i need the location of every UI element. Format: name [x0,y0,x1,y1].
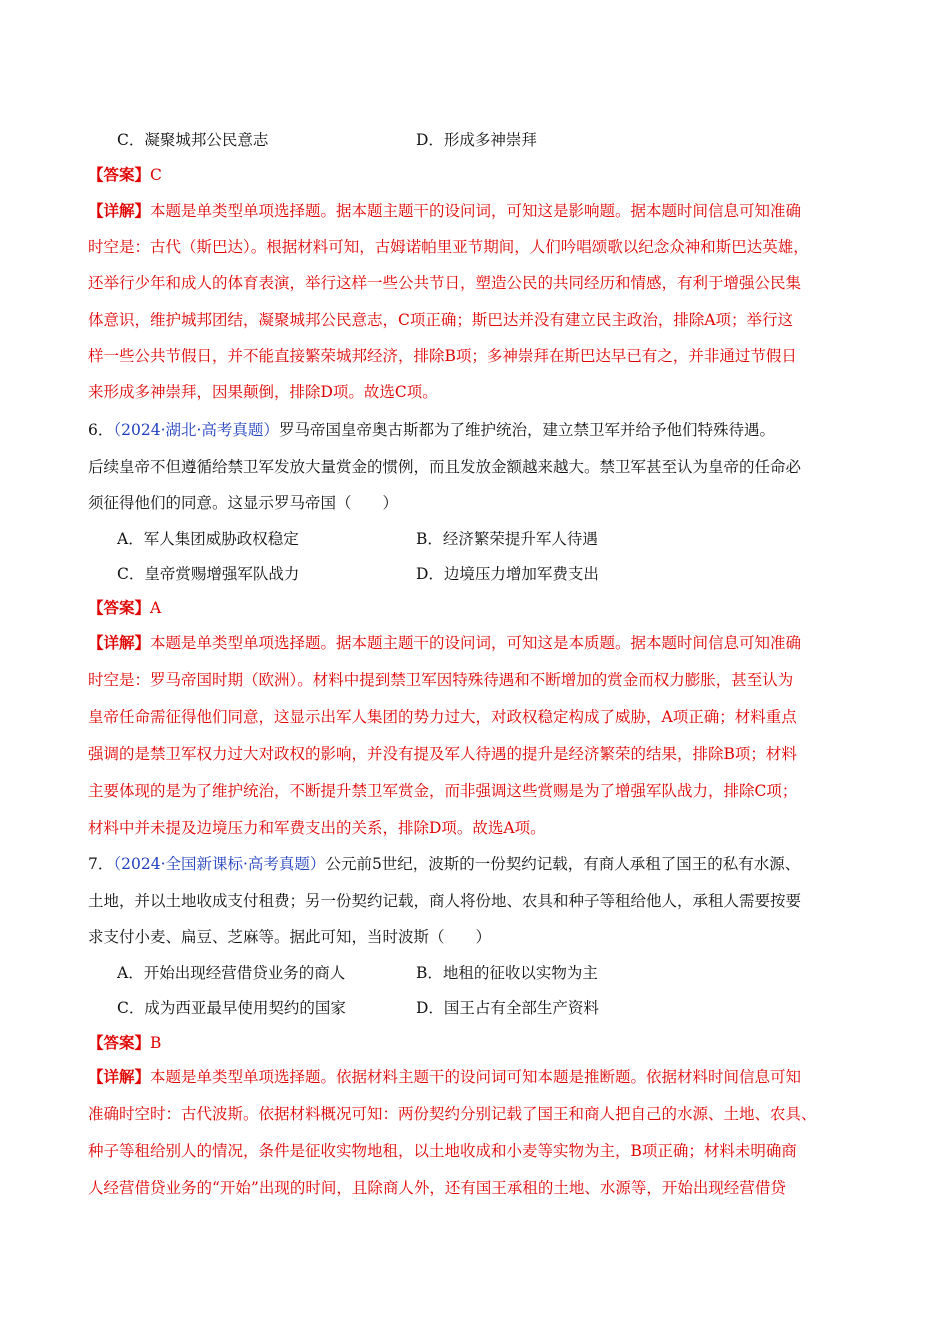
q6-detail-line: 皇帝任命需征得他们同意，这显示出军人集团的势力过大，对政权稳定构成了威胁，A项正确；材料重点 [88,708,797,726]
prev-answer [88,163,162,185]
q7-option-c: C．成为西亚最早使用契约的国家 [117,999,346,1017]
prev-detail-line: 【详解】本题是单类型单项选择题。据本题主题干的设问词，可知这是影响题。据本题时间信息可知准确 [88,201,802,220]
q7-option-b: B．地租的征收以实物为主 [416,964,598,982]
q6-stem-line: 后续皇帝不但遵循给禁卫军发放大量赏金的惯例，而且发放金额越来越大。禁卫军甚至认为皇帝的任命必 [88,458,802,476]
question-source: （2024·湖北·高考真题） [113,421,279,439]
q6-detail-line: 材料中并未提及边境压力和军费支出的关系，排除D项。故选A项。 [88,819,546,837]
prev-detail-line: 时空是：古代（斯巴达）。根据材料可知，古姆诺帕里亚节期间，人们吟唱颂歌以纪念众神和斯巴达英雄， [88,238,809,256]
q7-detail-line: 人经营借贷业务的“开始”出现的时间，且除商人外，还有国王承租的土地、水源等，开始出现经营借贷 [88,1179,786,1197]
q7-option-a: A．开始出现经营借贷业务的商人 [117,964,346,982]
answer-label: 【答案】 [88,165,151,184]
answer-value: C [150,166,162,184]
prev-option-c: C．凝聚城邦公民意志 [117,131,269,149]
q6-option-b: B．经济繁荣提升军人待遇 [416,530,598,548]
answer-value: B [150,1034,162,1052]
detail-label: 【详解】 [88,1067,151,1086]
detail-label: 【详解】 [88,201,151,220]
q6-stem-line: 须征得他们的同意。这显示罗马帝国（ ） [88,494,399,512]
q6-answer [88,596,161,618]
q7-stem-line: 求支付小麦、扁豆、芝麻等。据此可知，当时波斯（ ） [88,928,492,946]
question-number: 7． [88,855,114,873]
prev-detail-line: 来形成多神崇拜，因果颠倒，排除D项。故选C项。 [88,383,438,401]
q7-detail-line: 【详解】本题是单类型单项选择题。依据材料主题干的设问词可知本题是推断题。依据材料时间信息可知 [88,1067,802,1086]
detail-label: 【详解】 [88,633,151,652]
prev-detail-line: 样一些公共节假日，并不能直接繁荣城邦经济，排除B项；多神崇拜在斯巴达早已有之，并非通过节假日 [88,347,797,365]
q6-detail-line: 主要体现的是为了维护统治，不断提升禁卫军赏金，而非强调这些赏赐是为了增强军队战力，排除C项； [88,782,798,800]
q7-detail-line: 种子等租给别人的情况，条件是征收实物地租，以土地收成和小麦等实物为主，B项正确；材料未明确商 [88,1142,797,1160]
q7-stem-line: 7．（2024·全国新课标·高考真题）公元前5世纪，波斯的一份契约记载，有商人承租了国王的私有水源、 [88,855,801,873]
answer-value: A [150,599,162,617]
question-number: 6． [88,421,114,439]
prev-option-d: D．形成多神崇拜 [416,131,537,149]
q6-option-c: C．皇帝赏赐增强军队战力 [117,565,300,583]
q6-option-a: A．军人集团威胁政权稳定 [117,530,299,548]
q6-stem-line: 6．（2024·湖北·高考真题）罗马帝国皇帝奥古斯都为了维护统治，建立禁卫军并给予他们特殊待遇。 [88,421,775,439]
q6-detail-line: 时空是：罗马帝国时期（欧洲）。材料中提到禁卫军因特殊待遇和不断增加的赏金而权力膨胀，甚至认为 [88,671,794,689]
question-source: （2024·全国新课标·高考真题） [113,855,326,873]
q7-option-d: D．国王占有全部生产资料 [416,999,599,1017]
q6-option-d: D．边境压力增加军费支出 [416,565,599,583]
q7-stem-line: 土地，并以土地收成支付租费；另一份契约记载，商人将份地、农具和种子等租给他人，承租人需要按要 [88,892,802,910]
q6-detail-line: 【详解】本题是单类型单项选择题。据本题主题干的设问词，可知这是本质题。据本题时间信息可知准确 [88,633,802,652]
answer-label: 【答案】 [88,1033,151,1052]
answer-label: 【答案】 [88,598,151,617]
prev-detail-line: 还举行少年和成人的体育表演，举行这样一些公共节日，塑造公民的共同经历和情感，有利于增强公民集 [88,274,802,292]
q7-answer [88,1031,161,1053]
prev-detail-line: 体意识，维护城邦团结，凝聚城邦公民意志，C项正确；斯巴达并没有建立民主政治，排除A项；举行这 [88,311,794,329]
q6-detail-line: 强调的是禁卫军权力过大对政权的影响，并没有提及军人待遇的提升是经济繁荣的结果，排除B项；材料 [88,745,797,763]
q7-detail-line: 准确时空时：古代波斯。依据材料概况可知：两份契约分别记载了国王和商人把自己的水源、土地、农具、 [88,1105,817,1123]
